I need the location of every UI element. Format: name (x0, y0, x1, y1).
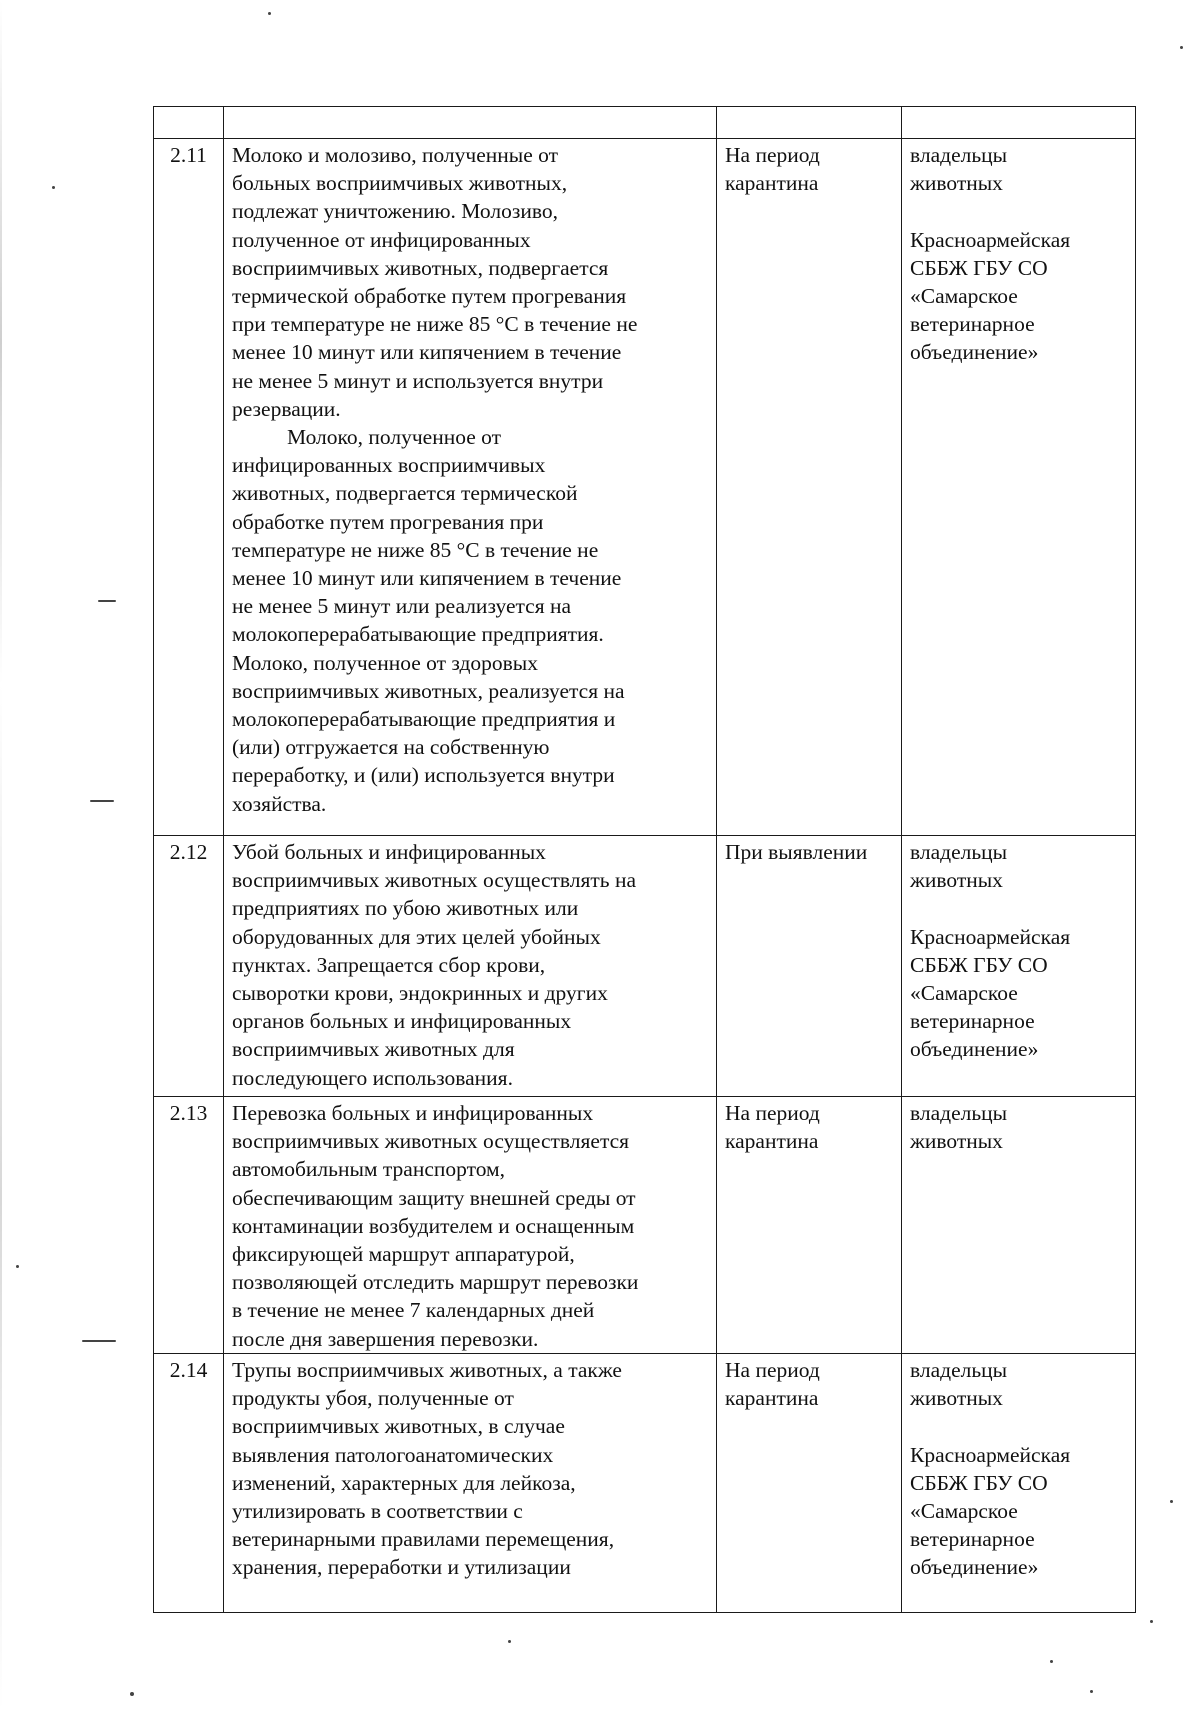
empty-cell (154, 107, 224, 139)
term-cell: На период карантина (717, 1354, 902, 1613)
scan-speck (1050, 1660, 1053, 1663)
scan-edge (0, 0, 2, 1710)
term-cell: На период карантина (717, 139, 902, 836)
table-row (154, 836, 1136, 1097)
scan-speck (82, 1340, 116, 1342)
responsible-organization: Красноармейская СББЖ ГБУ СО «Самарское ветеринарное объединение» (910, 924, 1071, 1062)
measure-paragraph: Молоко и молозиво, полученные от больных восприимчивых животных, подлежат уничтожению. Молозиво, полученное от инфицированных восприимчивых животных, подвергается термической обработке путем прогревания при температуре не ниже 85 °C в течение не менее 10 минут или кипячением в течение не менее 5 минут и используется внутри резервации. (232, 143, 638, 421)
spacer (910, 1412, 1127, 1440)
scan-speck (16, 1265, 19, 1268)
item-number: 2.11 (154, 139, 224, 836)
table-row (154, 1097, 1136, 1354)
empty-cell (902, 107, 1136, 139)
scan-speck (90, 800, 114, 802)
spacer (910, 894, 1127, 922)
scan-speck (1150, 1620, 1153, 1623)
responsible-organization: Красноармейская СББЖ ГБУ СО «Самарское ветеринарное объединение» (910, 1442, 1071, 1580)
scan-speck (52, 186, 55, 189)
responsible-owner: владельцы животных (910, 1358, 1008, 1411)
item-number: 2.12 (154, 836, 224, 1097)
scan-speck (1090, 1690, 1093, 1693)
item-number: 2.13 (154, 1097, 224, 1354)
responsible-owner: владельцы животных (910, 1101, 1008, 1154)
responsible-cell (902, 1097, 1136, 1354)
empty-cell (717, 107, 902, 139)
table-header-stub-row (154, 107, 1136, 139)
empty-cell (224, 107, 717, 139)
term-cell: На период карантина (717, 1097, 902, 1354)
table-row (154, 139, 1136, 836)
measure-description (224, 1097, 717, 1354)
measure-description (224, 139, 717, 836)
scan-speck (1180, 46, 1183, 49)
measure-paragraph: Убой больных и инфицированных восприимчивых животных осуществлять на предприятиях по убою животных или оборудованных для этих целей убойных пунктах. Запрещается сбор крови, сыворотки крови, эндокринных и других органов больных и инфицированных восприимчивых животных для последующего использования. (232, 840, 637, 1090)
measure-paragraph: Молоко, полученное от здоровых восприимчивых животных, реализуется на молокоперерабатывающие предприятия и (или) отгружается на собственную переработку, и (или) используется внутри хозяйства. (232, 650, 625, 816)
term-cell: При выявлении (717, 836, 902, 1097)
measure-paragraph: Трупы восприимчивых животных, а также продукты убоя, полученные от восприимчивых животных, в случае выявления патологоанатомических изменений, характерных для лейкоза, утилизировать в соответствии с ветеринарными правилами перемещения, хранения, переработки и утилизации (232, 1358, 622, 1580)
scan-speck (98, 600, 116, 602)
measure-description (224, 836, 717, 1097)
measures-table (153, 106, 1136, 1613)
responsible-cell (902, 836, 1136, 1097)
item-number: 2.14 (154, 1354, 224, 1613)
scan-speck (130, 1692, 134, 1696)
responsible-cell (902, 1354, 1136, 1613)
measure-description (224, 1354, 717, 1613)
scan-speck (1170, 1500, 1173, 1503)
spacer (910, 197, 1127, 225)
scan-speck (268, 12, 271, 15)
scan-speck (508, 1640, 511, 1643)
responsible-owner: владельцы животных (910, 143, 1008, 196)
responsible-cell (902, 139, 1136, 836)
responsible-owner: владельцы животных (910, 840, 1008, 893)
measure-paragraph: Перевозка больных и инфицированных восприимчивых животных осуществляется автомобильным транспортом, обеспечивающим защиту внешней среды от контаминации возбудителем и оснащенным фиксирующей маршрут аппаратурой, позволяющей отследить маршрут перевозки в течение не менее 7 календарных дней после дня завершения перевозки. (232, 1101, 639, 1351)
measure-paragraph: Молоко, полученное от инфицированных восприимчивых животных, подвергается термической обработке путем прогревания при температуре не ниже 85 °C в течение не менее 10 минут или кипячением в течение не менее 5 минут или реализуется на молокоперерабатывающие предприятия. (232, 425, 622, 647)
table-row (154, 1354, 1136, 1613)
responsible-organization: Красноармейская СББЖ ГБУ СО «Самарское ветеринарное объединение» (910, 227, 1071, 365)
